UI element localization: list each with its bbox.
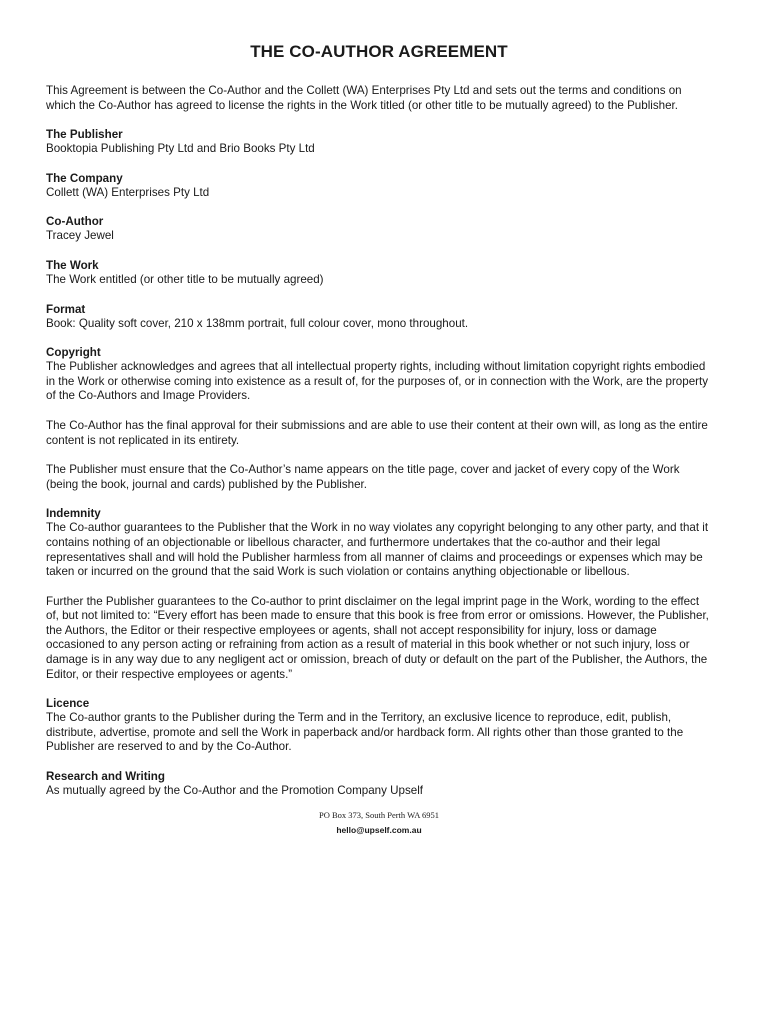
work-heading: The Work bbox=[46, 258, 99, 272]
page-footer bbox=[46, 809, 712, 836]
footer-address: PO Box 373, South Perth WA 6951 bbox=[318, 809, 440, 820]
footer-email: hello@upself.com.au bbox=[336, 824, 422, 835]
coauthor-text: Tracey Jewel bbox=[46, 229, 114, 243]
indemnity-paragraph-1: The Co-author guarantees to the Publisher that the Work in no way violates any copyright belonging to any other party, and that it contains nothing of an objectionable or libellous character, and furthermore undertakes that the co-author and their legal representatives shall and will hold the Publisher harmless from all manner of claims and proceedings or expenses which may be taken or incurred on the ground that the said Work is such violation or contains anything objectionable or libellous. bbox=[46, 521, 709, 579]
work-text: The Work entitled (or other title to be mutually agreed) bbox=[46, 272, 324, 286]
format-text: Book: Quality soft cover, 210 x 138mm portrait, full colour cover, mono throughout. bbox=[46, 316, 469, 330]
section-research bbox=[46, 769, 712, 799]
indemnity-paragraph-2: Further the Publisher guarantees to the Co-author to print disclaimer on the legal imprint page in the Work, wording to the effect of, but not limited to: “Every effort has been made to ensure that this book is free from error or omissions. However, the Publisher, the Authors, the Editor or their respective employees or agents, shall not accept responsibility for injury, loss or damage occasioned to any person acting or refraining from action as a result of material in this book whether or not such injury, loss or damage is in any way due to any negligent act or omission, breach of duty or default on the part of the Publisher, the Authors, the Editor, or their respective employees or agents.” bbox=[46, 594, 709, 681]
company-heading: The Company bbox=[46, 171, 123, 185]
copyright-heading: Copyright bbox=[46, 346, 101, 360]
company-text: Collett (WA) Enterprises Pty Ltd bbox=[46, 185, 210, 199]
copyright-paragraph-2: The Co-Author has the final approval for their submissions and are able to use their content at their own will, as long as the entire content is not replicated in its entirety. bbox=[46, 418, 708, 447]
coauthor-heading: Co-Author bbox=[46, 215, 104, 229]
section-coauthor bbox=[46, 214, 712, 244]
format-heading: Format bbox=[46, 302, 86, 316]
section-publisher bbox=[46, 127, 712, 157]
intro-paragraph: This Agreement is between the Co-Author and the Collett (WA) Enterprises Pty Ltd and sets out the terms and conditions on which the Co-Author has agreed to license the rights in the Work titled (or other title to be mutually agreed) to the Publisher. bbox=[46, 84, 682, 112]
research-text: As mutually agreed by the Co-Author and the Promotion Company Upself bbox=[46, 784, 423, 798]
section-work bbox=[46, 258, 712, 288]
research-heading: Research and Writing bbox=[46, 770, 165, 784]
copyright-paragraph-3: The Publisher must ensure that the Co-Author’s name appears on the title page, cover and jacket of every copy of the Work (being the book, journal and cards) published by the Publisher. bbox=[46, 463, 680, 491]
licence-text: The Co-author grants to the Publisher during the Term and in the Territory, an exclusive licence to reproduce, edit, publish, distribute, advertise, promote and sell the Work in paperback and/or hardback form. All rights other than those granted to the Publisher are reserved to and by the Co-Author. bbox=[46, 711, 684, 754]
section-company bbox=[46, 171, 712, 201]
publisher-text: Booktopia Publishing Pty Ltd and Brio Books Pty Ltd bbox=[46, 142, 315, 156]
section-copyright bbox=[46, 345, 712, 492]
indemnity-heading: Indemnity bbox=[46, 507, 101, 521]
section-licence bbox=[46, 696, 712, 755]
publisher-heading: The Publisher bbox=[46, 128, 123, 142]
copyright-paragraph-1: The Publisher acknowledges and agrees that all intellectual property rights, including without limitation copyright rights embodied in the Work or otherwise coming into existence as a result of, for the purposes of, or in connection with the Work, are the property of the Co-Authors and Image Providers. bbox=[46, 360, 709, 403]
section-indemnity bbox=[46, 506, 712, 682]
section-format bbox=[46, 302, 712, 332]
licence-heading: Licence bbox=[46, 697, 90, 711]
document-title: THE CO-AUTHOR AGREEMENT bbox=[250, 42, 508, 61]
